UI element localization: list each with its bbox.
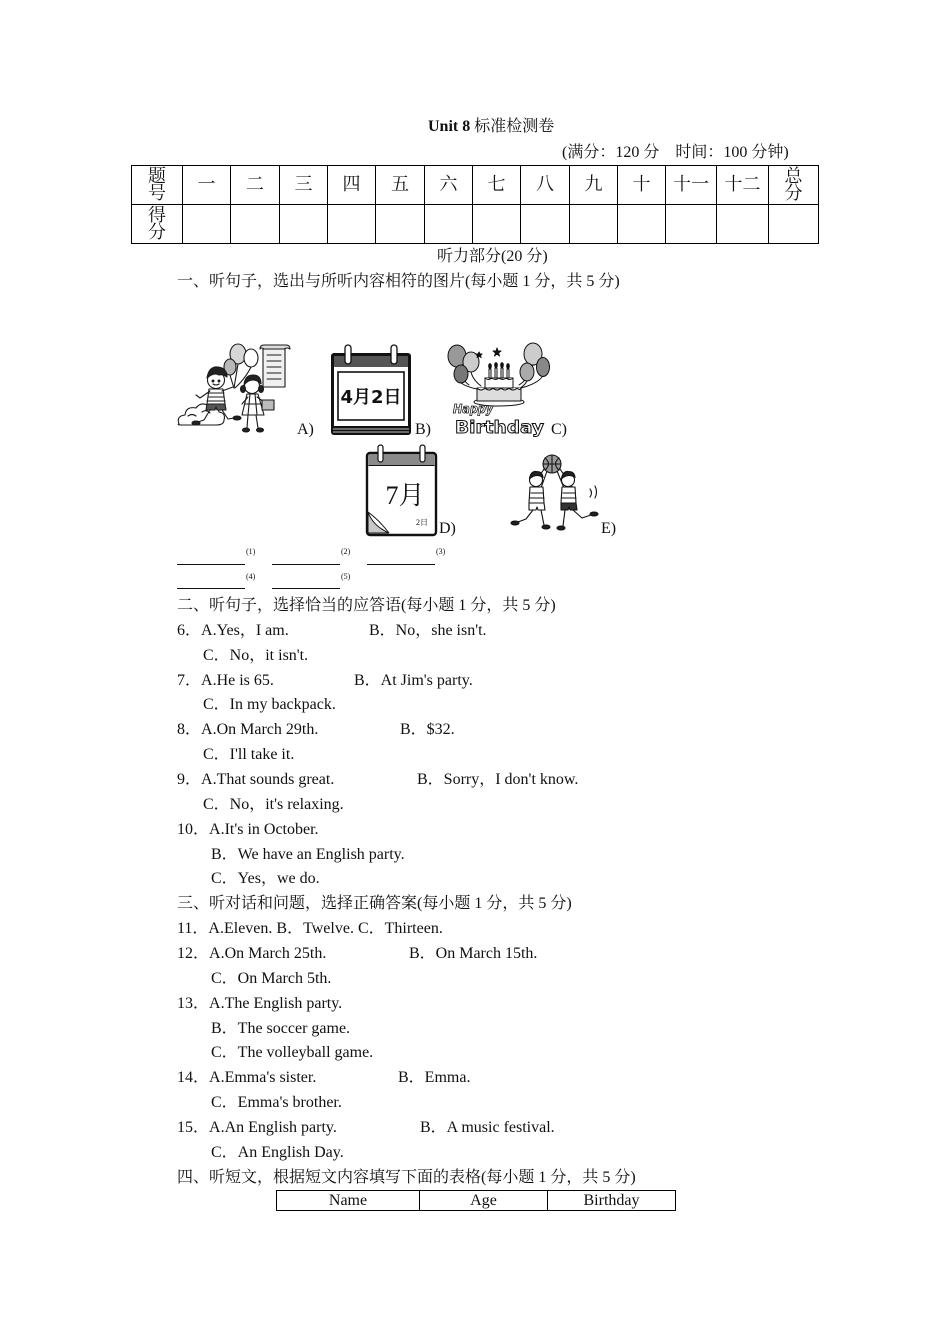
children-playing-basketball-picture (504, 453, 601, 535)
question-number: 8． (177, 721, 202, 739)
option-c: C．No，it's relaxing. (203, 795, 344, 813)
score-table-score-row (132, 205, 819, 244)
option-b: B．A music festival. (420, 1119, 555, 1137)
answer-blank-number: (1) (246, 547, 256, 556)
score-col-3: 三 (280, 166, 328, 205)
section-2-heading: 二、听句子，选择恰当的应答语(每小题 1 分，共 5 分) (177, 597, 556, 614)
picture-b-label: B) (415, 421, 431, 438)
total-label: 总分 (784, 165, 803, 204)
option-c: C．The volleyball game. (211, 1044, 374, 1062)
question-number: 7． (177, 671, 202, 689)
score-col-8: 八 (521, 166, 570, 205)
column-header-age: Age (420, 1191, 548, 1211)
birthday-text: Birthday (455, 418, 544, 437)
question-number-label: 题号 (147, 165, 166, 204)
question-number: 14． (177, 1069, 210, 1087)
question-number: 10． (177, 820, 210, 838)
question-15-option-c-row (177, 1141, 797, 1166)
score-col-10: 十 (618, 166, 666, 205)
info-table (276, 1190, 676, 1211)
option-c: C．In my backpack. (203, 696, 336, 714)
exam-meta: (满分：120 分 时间：100 分钟) (562, 144, 789, 161)
question-8-option-c-row (177, 743, 797, 768)
answer-blank-number: (3) (436, 547, 446, 556)
score-col-5: 五 (376, 166, 425, 205)
score-cell (183, 205, 231, 244)
info-table-header-row (277, 1191, 676, 1211)
score-cell (473, 205, 521, 244)
answer-blank-number: (4) (246, 572, 256, 581)
answer-blank-5 (272, 573, 340, 589)
listening-heading: 听力部分(20 分) (437, 248, 548, 265)
option-a: A.An English party. (209, 1119, 337, 1137)
option-b: B．The soccer game. (211, 1019, 351, 1037)
question-7-option-c-row (177, 693, 797, 718)
picture-e-label: E) (601, 520, 617, 537)
question-10 (177, 818, 797, 843)
question-14 (177, 1066, 797, 1091)
question-11 (177, 917, 797, 942)
option-a: A.Emma's sister. (209, 1069, 317, 1087)
question-number: 11． (177, 920, 209, 938)
birthday-cake-picture (447, 342, 550, 437)
option-b: B．At Jim's party. (354, 671, 473, 689)
option-b: B．We have an English party. (211, 845, 405, 863)
section-1-heading: 一、听句子，选出与所听内容相符的图片(每小题 1 分，共 5 分) (177, 273, 620, 290)
column-header-name: Name (277, 1191, 420, 1211)
question-9-option-c-row (177, 793, 797, 818)
option-a: A.That sounds great. (201, 771, 335, 789)
score-table (131, 165, 819, 244)
option-a: A.On March 29th. (201, 721, 319, 739)
option-c: C．Emma's brother. (211, 1094, 342, 1112)
score-cell (328, 205, 376, 244)
answer-blank-4 (177, 573, 245, 589)
score-col-2: 二 (231, 166, 280, 205)
score-cell (280, 205, 328, 244)
calendar-april-2-picture (329, 344, 414, 437)
score-col-1: 一 (183, 166, 231, 205)
question-7 (177, 669, 797, 694)
score-col-12: 十二 (717, 166, 769, 205)
score-label: 得分 (147, 204, 166, 243)
question-12-option-c-row (177, 967, 797, 992)
score-cell (376, 205, 425, 244)
score-cell (666, 205, 717, 244)
picture-d-label: D) (439, 520, 456, 537)
section-3-heading: 三、听对话和问题，选择正确答案(每小题 1 分，共 5 分) (177, 895, 572, 913)
option-a: A.He is 65. (201, 671, 274, 689)
score-table-row-label (132, 205, 183, 244)
score-col-11: 十一 (666, 166, 717, 205)
option-b: B．Sorry，I don't know. (417, 771, 579, 789)
question-number: 6． (177, 621, 202, 639)
option-b: B．Twelve. (276, 920, 354, 938)
option-a: A.On March 25th. (209, 945, 327, 963)
score-cell (570, 205, 618, 244)
answer-blank-1 (177, 549, 245, 565)
score-cell (231, 205, 280, 244)
answer-blank-number: (5) (341, 572, 351, 581)
score-cell (521, 205, 570, 244)
score-cell (769, 205, 819, 244)
score-col-7: 七 (473, 166, 521, 205)
section-4-heading: 四、听短文，根据短文内容填写下面的表格(每小题 1 分，共 5 分) (177, 1168, 636, 1186)
option-c: C．No，it isn't. (203, 646, 309, 664)
happy-text: Happy (453, 402, 495, 416)
option-b: B．Emma. (398, 1069, 471, 1087)
question-15 (177, 1116, 797, 1141)
calendar-day-text: 2日 (416, 518, 428, 527)
score-table-row-label (132, 166, 183, 205)
score-cell (425, 205, 473, 244)
option-a: A.Eleven. (208, 920, 273, 938)
option-b: B．$32. (400, 721, 455, 739)
score-cell (618, 205, 666, 244)
score-col-9: 九 (570, 166, 618, 205)
option-c: C．Thirteen. (357, 920, 443, 938)
question-14-option-c-row (177, 1091, 797, 1116)
picture-a-label: A) (297, 421, 314, 438)
page-title-unit: Unit 8 (428, 118, 471, 135)
question-number: 12． (177, 945, 210, 963)
question-6-option-c-row (177, 644, 797, 669)
answer-blank-3 (367, 549, 435, 565)
score-col-total (769, 166, 819, 205)
score-col-4: 四 (328, 166, 376, 205)
option-c: C．Yes，we do. (211, 870, 320, 888)
score-table-header-row (132, 166, 819, 205)
question-number: 9． (177, 771, 202, 789)
question-list (177, 594, 797, 1191)
question-6 (177, 619, 797, 644)
option-a: A.Yes，I am. (201, 621, 289, 639)
calendar-date-text: 4月2日 (340, 387, 402, 408)
option-b: B．No，she isn't. (369, 621, 487, 639)
question-number: 15． (177, 1119, 210, 1137)
score-col-6: 六 (425, 166, 473, 205)
question-number: 13． (177, 994, 210, 1012)
picture-c-label: C) (551, 421, 567, 438)
column-header-birthday: Birthday (548, 1191, 676, 1211)
question-8 (177, 718, 797, 743)
children-with-balloons-picture (176, 342, 298, 437)
calendar-month-text: 7月 (385, 481, 425, 510)
question-13-option-c-row (177, 1041, 797, 1066)
page-title-name: 标准检测卷 (474, 118, 555, 135)
answer-blank-number: (2) (341, 547, 351, 556)
option-b: B．On March 15th. (409, 945, 538, 963)
option-a: A.The English party. (209, 994, 343, 1012)
option-a: A.It's in October. (209, 820, 319, 838)
page-title (428, 116, 554, 138)
question-13-option-b-row (177, 1017, 797, 1042)
question-10-option-b-row (177, 843, 797, 868)
question-10-option-c-row (177, 867, 797, 892)
question-13 (177, 992, 797, 1017)
calendar-july-2-picture (365, 444, 439, 537)
score-cell (717, 205, 769, 244)
answer-blank-2 (272, 549, 340, 565)
question-12 (177, 942, 797, 967)
option-c: C．On March 5th. (211, 969, 332, 987)
option-c: C．I'll take it. (203, 746, 295, 764)
option-c: C．An English Day. (211, 1143, 344, 1161)
question-9 (177, 768, 797, 793)
